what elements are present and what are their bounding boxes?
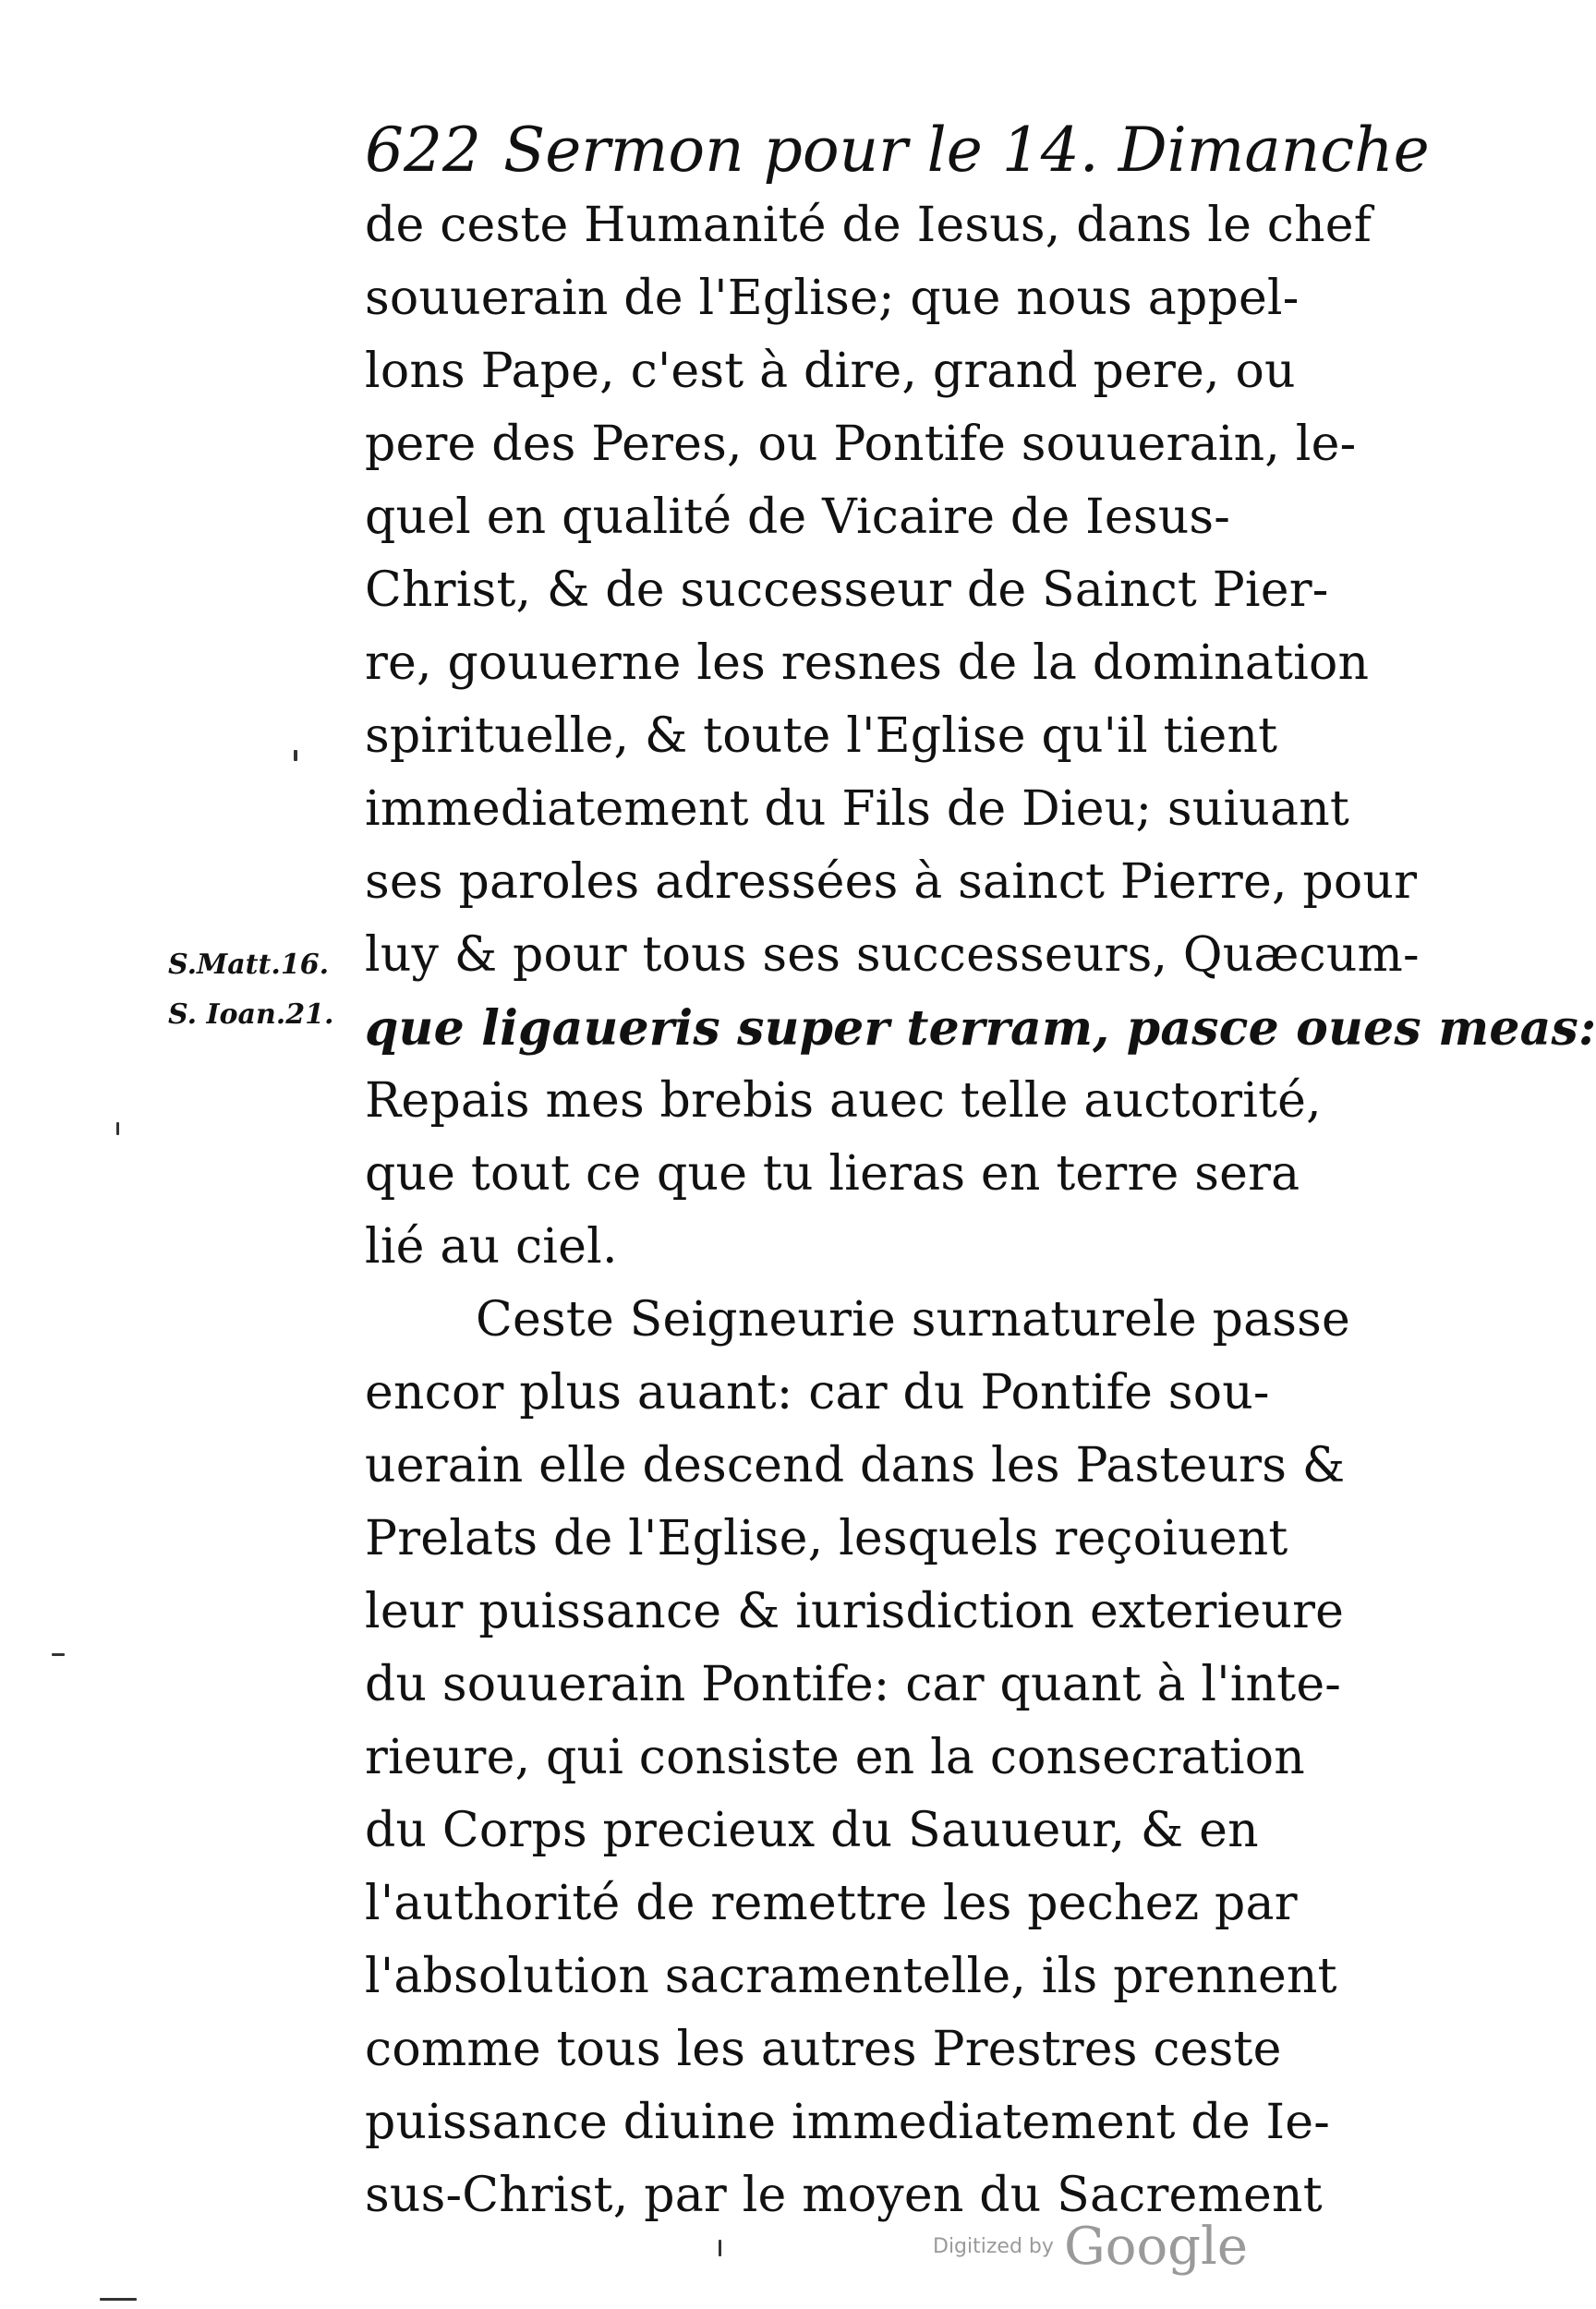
running-header [365, 109, 1430, 192]
text-line: uerain elle descend dans les Pasteurs & [365, 1438, 1346, 1493]
ink-speck [719, 2240, 721, 2256]
text-line: l'absolution sacramentelle, ils prennent [365, 1949, 1337, 2004]
text-line: puissance diuine immediatement de Ie- [365, 2095, 1331, 2150]
text-line: comme tous les autres Prestres ceste [365, 2022, 1282, 2077]
text-line: ses paroles adressées à sainct Pierre, pour [365, 854, 1418, 910]
text-line: spirituelle, & toute l'Eglise qu'il tient [365, 708, 1278, 764]
body-text [365, 189, 1596, 2232]
ink-speck [294, 750, 297, 761]
margin-note: S. Ioan.21. [168, 998, 334, 1031]
text-line: Prelats de l'Eglise, lesquels reçoiuent [365, 1511, 1288, 1566]
text-line: rieure, qui consiste en la consecration [365, 1730, 1305, 1785]
text-line: l'authorité de remettre les pechez par [365, 1876, 1298, 1931]
text-line: du Corps precieux du Sauueur, & en [365, 1803, 1259, 1858]
margin-note: S.Matt.16. [168, 949, 330, 981]
page-number: 622 [365, 115, 481, 186]
digitized-watermark [933, 2217, 1248, 2277]
text-line: du souuerain Pontife: car quant à l'inte- [365, 1657, 1342, 1712]
text-line: que tout ce que tu lieras en terre sera [365, 1146, 1300, 1202]
text-line: Repais mes brebis auec telle auctorité, [365, 1073, 1322, 1129]
ink-speck [116, 1122, 119, 1135]
text-line: re, gouuerne les resnes de la domination [365, 635, 1370, 691]
text-line: quel en qualité de Vicaire de Iesus- [365, 490, 1231, 545]
text-line: Ceste Seigneurie surnaturele passe [476, 1292, 1351, 1348]
text-line: encor plus auant: car du Pontife sou- [365, 1365, 1270, 1420]
text-line: luy & pour tous ses successeurs, Quæcum- [365, 927, 1420, 983]
text-line: que ligaueris super terram, pasce oues meas: [365, 1000, 1596, 1057]
text-line: pere des Peres, ou Pontife souuerain, le- [365, 417, 1357, 472]
text-line: souuerain de l'Eglise; que nous appel- [365, 271, 1300, 326]
text-line: lié au ciel. [365, 1219, 618, 1275]
text-line: immediatement du Fils de Dieu; suiuant [365, 781, 1349, 837]
text-line: de ceste Humanité de Iesus, dans le chef [365, 198, 1372, 253]
margin-notes [168, 940, 353, 1040]
text-line: lons Pape, c'est à dire, grand pere, ou [365, 344, 1296, 399]
text-line: Christ, & de successeur de Sainct Pier- [365, 562, 1329, 618]
watermark-prefix: Digitized by [933, 2235, 1054, 2258]
running-title: Sermon pour le 14. Dimanche [503, 115, 1430, 186]
google-logo: Google [1064, 2217, 1249, 2277]
ink-speck [100, 2298, 137, 2301]
text-line: sus-Christ, par le moyen du Sacrement [365, 2168, 1323, 2223]
ink-speck [52, 1653, 65, 1656]
text-line: leur puissance & iurisdiction exterieure [365, 1584, 1345, 1639]
